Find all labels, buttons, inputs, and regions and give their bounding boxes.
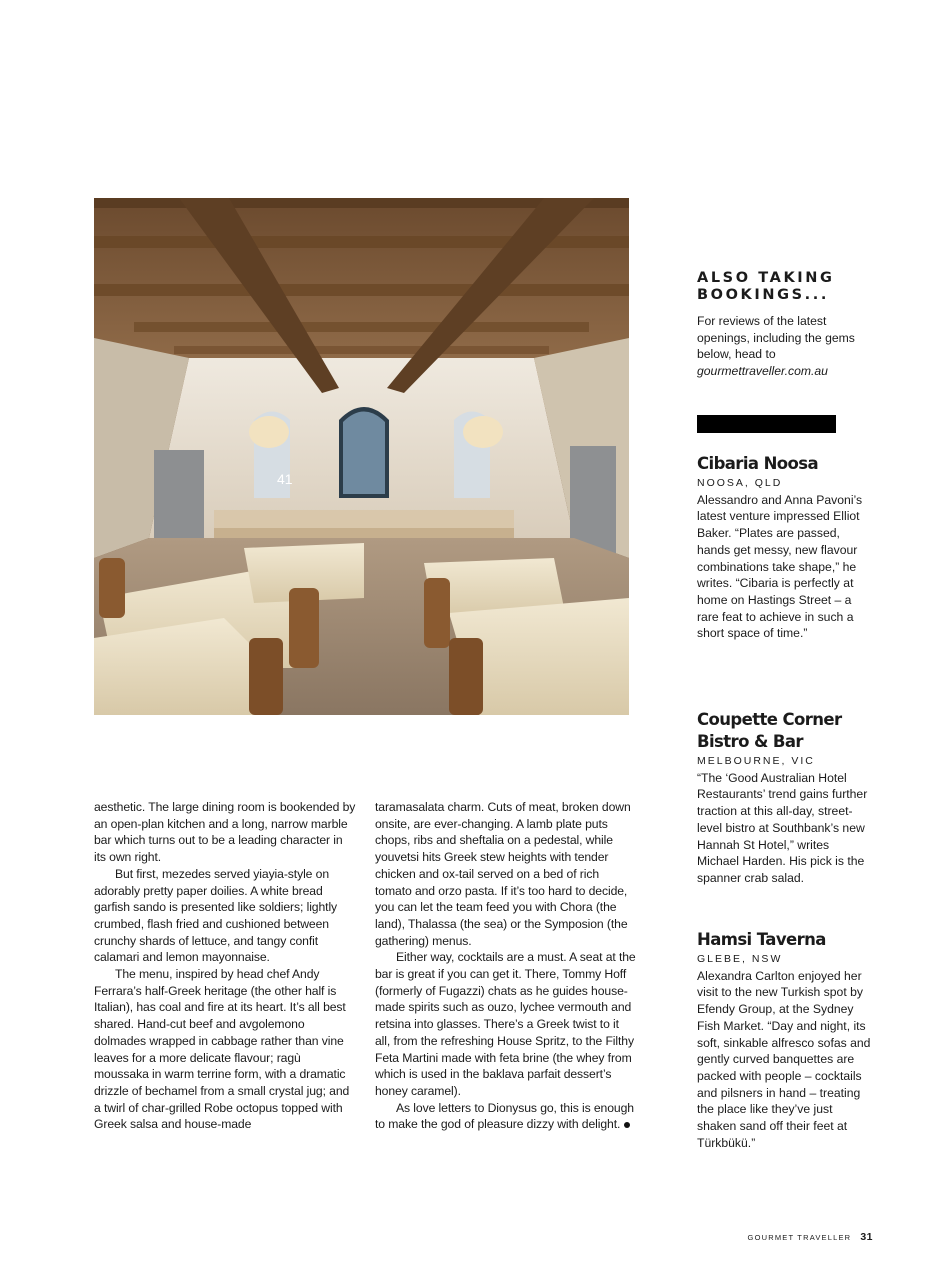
review-entry [697,453,872,642]
publication-name: GOURMET TRAVELLER [747,1232,852,1242]
dining-room-illustration [94,198,629,715]
sidebar-divider-bar [697,415,836,433]
entry-location: MELBOURNE, VIC [697,755,815,767]
paragraph-text: As love letters to Dionysus go, this is enough to make the god of pleasure dizzy with delight. [375,1100,634,1132]
entry-location: GLEBE, NSW [697,953,783,965]
sidebar-intro [697,313,872,380]
review-entry [697,929,872,1151]
sidebar-intro-text: For reviews of the latest openings, including the gems below, head to [697,314,855,362]
entry-text: Alexandra Carlton enjoyed her visit to the new Turkish spot by Efendy Group, at the Sydney Fish Market. “Day and night, its soft, sinkable alfresco sofas and gently curved banquettes are packed with people – cocktails and pilsners in hand – treating the place like they’ve just shaken sand off their feet at Türkbükü.” [697,968,871,1150]
restaurant-photo [94,198,629,715]
paragraph: But first, mezedes served yiayia-style on adorably pretty paper doilies. A white bread garfish sando is presented like soldiers; lightly crumbed, flash fried and cushioned between crunchy shards of lettuce, and tangy confit calamari and lemon mayonnaise. [94,866,338,965]
entry-title: Hamsi Taverna [697,930,826,949]
article-column-2 [375,799,637,1133]
entry-title: Cibaria Noosa [697,454,819,473]
paragraph-final [375,1100,637,1133]
entry-text: Alessandro and Anna Pavoni’s latest venture impressed Elliot Baker. “Plates are passed, hands get messy, new flavour combinations take shape,” he writes. “Cibaria is perfectly at home on Hastings Street – a rare feat to achieve in such a short space of time.” [697,492,863,641]
entry-title: Coupette Corner Bistro & Bar [697,710,842,751]
paragraph: Either way, cocktails are a must. A seat at the bar is great if you can get it. There, Tommy Hoff (formerly of Fugazzi) chats as he guides house-made spirits such as ouzo, lychee vermouth and retsina into glasses. There’s a Greek twist to it all, from the refreshing House Spritz, to the Filthy Feta Martini made with feta brine (the whey from which is used in the baklava parfait dessert’s honey caramel). [375,950,636,1098]
end-mark-icon [624,1122,630,1128]
sidebar-url-link[interactable]: gourmettraveller.com.au [697,364,828,379]
paragraph: aesthetic. The large dining room is bookended by an open-plan kitchen and a long, narrow marble bar which turns out to be a leading character in its own right. [94,800,356,865]
sidebar-panel [697,270,872,380]
review-entry [697,709,872,887]
sidebar-heading: ALSO TAKING BOOKINGS... [697,270,835,303]
article-column-1 [94,799,356,1133]
page-number: 31 [860,1231,873,1243]
paragraph: The menu, inspired by head chef Andy Ferrara’s half-Greek heritage (the other half is Italian), has coal and fire at its heart. It’s all best shared. Hand-cut beef and avgolemono dolmades wrapped in cabbage rather than vine leaves for a more delicate flavour; ragù moussaka in warm terrine form, with a dramatic drizzle of bechamel from a small crystal jug; and a twirl of char-grilled Robe octopus topped with Greek salsa and house-made [94,967,350,1132]
entry-location: NOOSA, QLD [697,477,783,489]
page-footer [748,1231,873,1243]
paragraph: taramasalata charm. Cuts of meat, broken down onsite, are ever-changing. A lamb plate puts chops, ribs and sheftalia on a pedestal, while youvetsi hits Greek stew heights with tender chicken and ox-tail served on a bed of rich tomato and orzo pasta. If it’s too hard to decide, you can let the team feed you with Chora (the land), Thalassa (the sea) or the Symposion (the gathering) menus. [375,800,631,948]
building-number: 41 [277,471,293,487]
entry-text: “The ‘Good Australian Hotel Restaurants’ trend gains further traction at this all-day, street-level bistro at Southbank’s new Hannah St Hotel,” writes Michael Harden. His pick is the spanner crab salad. [697,770,868,885]
